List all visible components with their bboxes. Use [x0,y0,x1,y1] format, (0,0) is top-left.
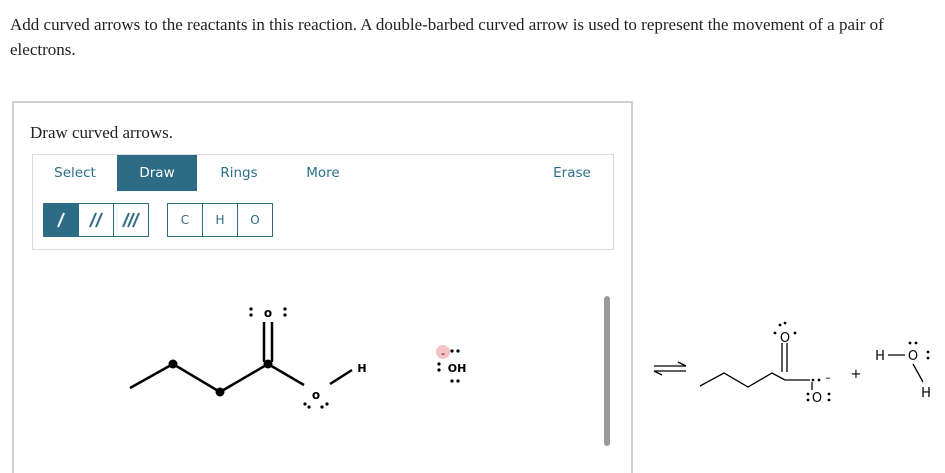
hydroxide-ion[interactable]: OH [447,362,467,375]
panel-title: Draw curved arrows. [30,123,174,142]
negative-charge: - [441,347,445,360]
ester-molecule[interactable] [130,322,352,392]
tab-select[interactable]: Select [54,165,96,181]
atom-c-button[interactable]: C [167,203,203,237]
equilibrium-arrow-icon [654,362,686,375]
ester-hydrogen[interactable]: H [357,362,367,375]
tab-rings[interactable]: Rings [220,165,258,181]
atom-dot[interactable] [169,360,178,369]
atom-o-button[interactable]: O [237,203,273,237]
carboxylate-product [700,343,812,390]
panel-scrollbar[interactable] [604,296,610,446]
atom-h-button[interactable]: H [202,203,238,237]
water-hydrogen-2: H [921,386,931,401]
carbonyl-oxygen[interactable]: o [263,306,273,320]
plus-sign: + [850,367,862,382]
atom-dot[interactable] [216,388,225,397]
ester-oxygen[interactable]: o [311,388,321,402]
product-carbonyl-oxygen: O [779,331,791,346]
tab-draw[interactable]: Draw [117,155,197,191]
product-alkoxide-oxygen: O [811,391,823,406]
atom-dot[interactable] [264,360,273,369]
tab-erase[interactable]: Erase [553,165,591,181]
product-negative-charge: – [825,371,831,384]
water-hydrogen-1: H [875,349,885,364]
water-oxygen: O [907,349,919,364]
instructions-text: Add curved arrows to the reactants in this reaction. A double-barbed curved arrow is used to represent the movement of a pair of electrons. [10,15,884,59]
tab-more[interactable]: More [306,165,340,181]
